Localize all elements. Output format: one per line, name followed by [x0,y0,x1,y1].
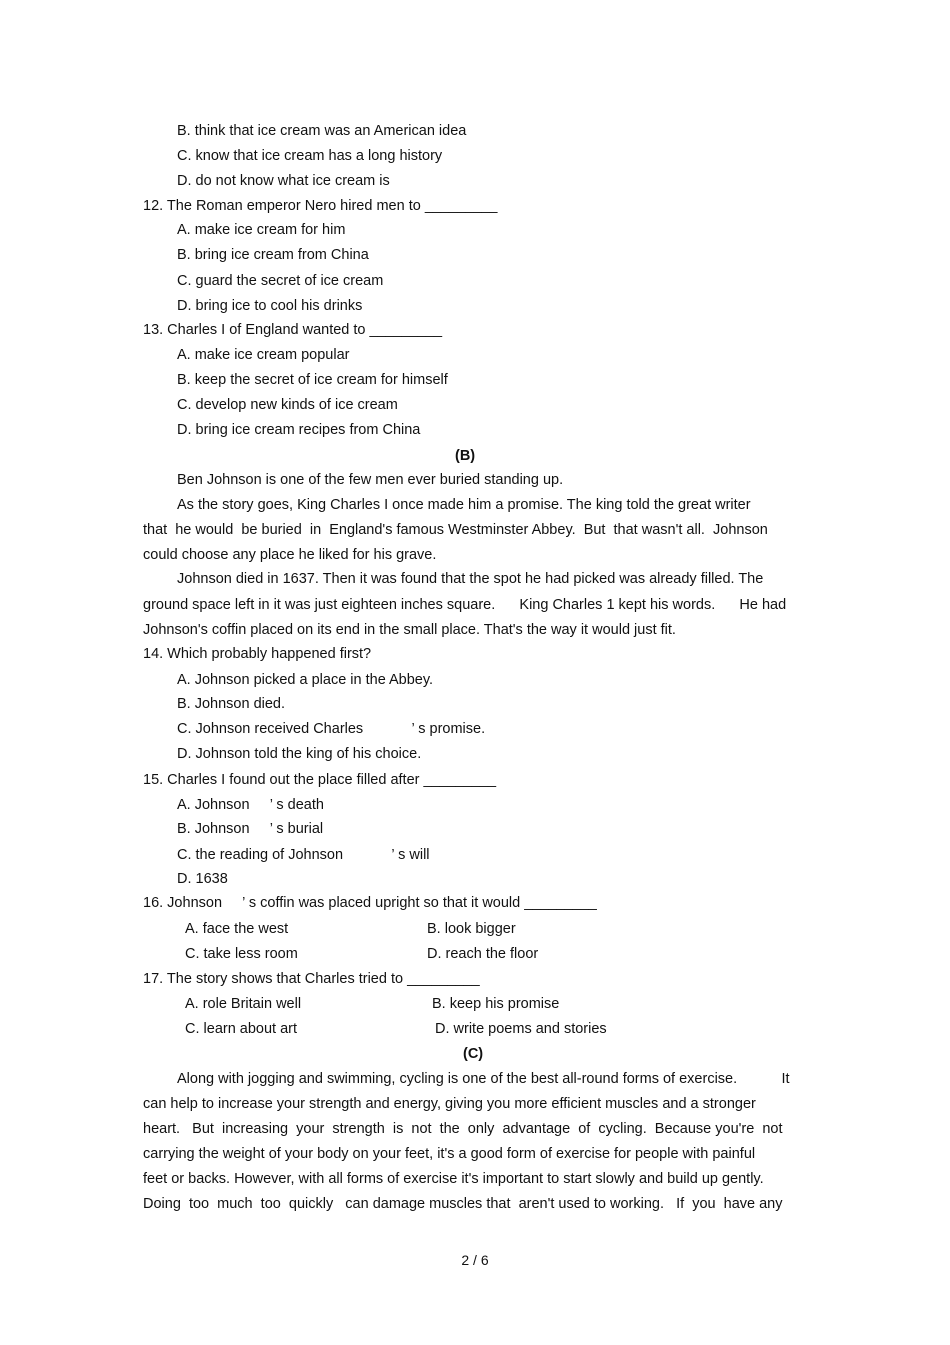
q14-option-b: B. Johnson died. [177,696,286,712]
q16-option-d: D. reach the floor [427,946,539,962]
q12-option-c: C. guard the secret of ice cream [177,273,384,289]
section-b-heading: (B) [455,448,476,464]
section-b-paragraph-line: could choose any place he liked for his grave. [143,547,437,563]
q13-option-d: D. bring ice cream recipes from China [177,422,421,438]
q13-option-c: C. develop new kinds of ice cream [177,397,398,413]
q11-option-d: D. do not know what ice cream is [177,173,390,189]
q17-stem: 17. The story shows that Charles tried to _________ [143,971,480,987]
q12-stem: 12. The Roman emperor Nero hired men to _________ [143,198,498,214]
section-b-paragraph-line: Ben Johnson is one of the few men ever buried standing up. [177,472,564,488]
q15-option-b: B. Johnson ’ s burial [177,821,324,837]
q15-option-a: A. Johnson ’ s death [177,797,324,813]
section-c-paragraph-line: can help to increase your strength and energy, giving you more efficient muscles and a stronger [143,1096,756,1112]
q17-option-c: C. learn about art [185,1021,298,1037]
q14-option-d: D. Johnson told the king of his choice. [177,746,422,762]
q14-stem: 14. Which probably happened first? [143,646,372,662]
q16-option-b: B. look bigger [427,921,516,937]
section-c-paragraph-line: feet or backs. However, with all forms of exercise it's important to start slowly and build up gently. [143,1171,764,1187]
q13-option-b: B. keep the secret of ice cream for himself [177,372,448,388]
q15-option-c: C. the reading of Johnson ’ s will [177,847,430,863]
section-c-paragraph-line: heart. But increasing your strength is not the only advantage of cycling. Because you're not [143,1121,783,1137]
page-number: 2 / 6 [461,1252,489,1268]
q13-option-a: A. make ice cream popular [177,347,350,363]
q17-option-a: A. role Britain well [185,996,302,1012]
q13-stem: 13. Charles I of England wanted to _________ [143,322,443,338]
q16-option-c: C. take less room [185,946,298,962]
section-b-paragraph-line: that he would be buried in England's famous Westminster Abbey. But that wasn't all. Johnson [143,522,768,538]
section-c-paragraph-line: Doing too much too quickly can damage muscles that aren't used to working. If you have any [143,1196,783,1212]
q11-option-b: B. think that ice cream was an American idea [177,123,467,139]
q11-option-c: C. know that ice cream has a long history [177,148,443,164]
q16-stem: 16. Johnson ’ s coffin was placed upright so that it would _________ [143,895,597,911]
q17-option-b: B. keep his promise [432,996,560,1012]
section-b-paragraph-line: Johnson's coffin placed on its end in the small place. That's the way it would just fit. [143,622,676,638]
q16-option-a: A. face the west [185,921,289,937]
q12-option-b: B. bring ice cream from China [177,247,369,263]
section-c-paragraph-line: Along with jogging and swimming, cycling is one of the best all-round forms of exercise. It [177,1071,790,1087]
section-b-paragraph-line: ground space left in it was just eighteen inches square. King Charles 1 kept his words. He had [143,597,787,613]
section-c-paragraph-line: carrying the weight of your body on your feet, it's a good form of exercise for people with painful [143,1146,756,1162]
q14-option-a: A. Johnson picked a place in the Abbey. [177,672,434,688]
section-c-heading: (C) [463,1046,484,1062]
q12-option-d: D. bring ice to cool his drinks [177,298,363,314]
q15-option-d: D. 1638 [177,871,228,887]
q17-option-d: D. write poems and stories [435,1021,607,1037]
section-b-paragraph-line: Johnson died in 1637. Then it was found that the spot he had picked was already filled. The [177,571,764,587]
section-b-paragraph-line: As the story goes, King Charles I once made him a promise. The king told the great writer [177,497,751,513]
q15-stem: 15. Charles I found out the place filled after _________ [143,772,497,788]
q12-option-a: A. make ice cream for him [177,222,346,238]
q14-option-c: C. Johnson received Charles ’ s promise. [177,721,486,737]
